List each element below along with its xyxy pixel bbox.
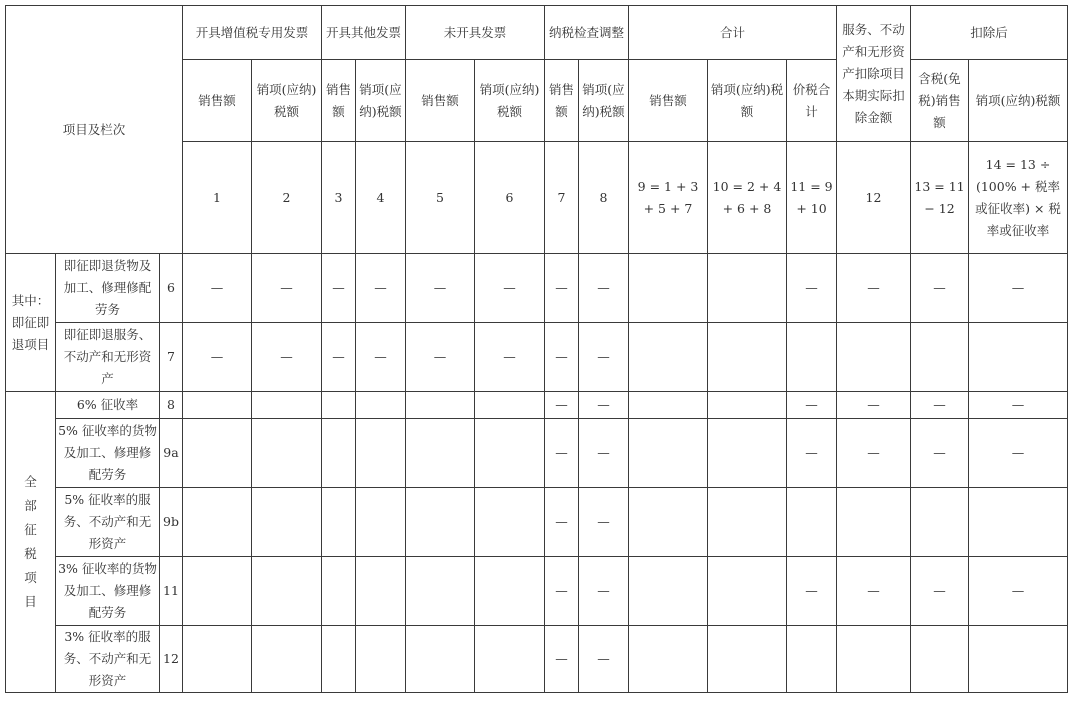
inspection-header: 纳税检查调整 xyxy=(545,6,629,60)
colnum-6: 6 xyxy=(475,142,545,254)
row-line-number: 12 xyxy=(160,626,183,693)
sub-incl-tax-sales: 含税(免税)销售额 xyxy=(911,60,969,142)
input-cell[interactable] xyxy=(475,419,545,488)
dash-cell: — xyxy=(356,254,406,323)
row-line-number: 9b xyxy=(160,488,183,557)
sub-tax-after: 销项(应纳)税额 xyxy=(969,60,1068,142)
dash-cell: — xyxy=(579,626,629,693)
after-deduction-header: 扣除后 xyxy=(911,6,1068,60)
dash-cell: — xyxy=(787,557,837,626)
dash-cell: — xyxy=(579,392,629,419)
input-cell[interactable] xyxy=(911,626,969,693)
row-label: 即征即退货物及加工、修理修配劳务 xyxy=(56,254,160,323)
dash-cell: — xyxy=(911,419,969,488)
dash-cell: — xyxy=(969,419,1068,488)
input-cell[interactable] xyxy=(252,557,322,626)
input-cell[interactable] xyxy=(708,488,787,557)
dash-cell: — xyxy=(787,419,837,488)
colnum-4: 4 xyxy=(356,142,406,254)
input-cell[interactable] xyxy=(708,392,787,419)
sub-sales: 销售额 xyxy=(406,60,475,142)
input-cell[interactable] xyxy=(708,557,787,626)
special-invoice-header: 开具增值税专用发票 xyxy=(183,6,322,60)
input-cell[interactable] xyxy=(629,254,708,323)
input-cell[interactable] xyxy=(356,419,406,488)
sub-price-tax-total: 价税合计 xyxy=(787,60,837,142)
item-label-header: 项目及栏次 xyxy=(6,6,183,254)
sub-sales-v: 销售额 xyxy=(322,60,356,142)
input-cell[interactable] xyxy=(837,626,911,693)
sub-tax-v: 销项(应纳)税额 xyxy=(356,60,406,142)
dash-cell: — xyxy=(183,254,252,323)
input-cell[interactable] xyxy=(629,392,708,419)
sub-tax: 销项(应纳)税额 xyxy=(475,60,545,142)
dash-cell: — xyxy=(579,419,629,488)
input-cell[interactable] xyxy=(406,419,475,488)
total-header: 合计 xyxy=(629,6,837,60)
tax-table xyxy=(5,5,1068,693)
colnum-1: 1 xyxy=(183,142,252,254)
dash-cell: — xyxy=(545,323,579,392)
colnum-9: 9 = 1 + 3 + 5 + 7 xyxy=(629,142,708,254)
dash-cell: — xyxy=(252,254,322,323)
input-cell[interactable] xyxy=(356,488,406,557)
input-cell[interactable] xyxy=(911,323,969,392)
input-cell[interactable] xyxy=(322,557,356,626)
input-cell[interactable] xyxy=(183,557,252,626)
row-line-number: 8 xyxy=(160,392,183,419)
colnum-5: 5 xyxy=(406,142,475,254)
row-line-number: 9a xyxy=(160,419,183,488)
dash-cell: — xyxy=(545,626,579,693)
dash-cell: — xyxy=(475,254,545,323)
input-cell[interactable] xyxy=(837,323,911,392)
input-cell[interactable] xyxy=(322,392,356,419)
dash-cell: — xyxy=(579,488,629,557)
input-cell[interactable] xyxy=(356,392,406,419)
row-label: 即征即退服务、不动产和无形资产 xyxy=(56,323,160,392)
colnum-13: 13 = 11 − 12 xyxy=(911,142,969,254)
input-cell[interactable] xyxy=(629,488,708,557)
input-cell[interactable] xyxy=(629,557,708,626)
no-invoice-header: 未开具发票 xyxy=(406,6,545,60)
dash-cell: — xyxy=(837,254,911,323)
row-label: 6% 征收率 xyxy=(56,392,160,419)
input-cell[interactable] xyxy=(629,626,708,693)
dash-cell: — xyxy=(579,323,629,392)
input-cell[interactable] xyxy=(708,419,787,488)
dash-cell: — xyxy=(545,254,579,323)
row-label: 3% 征收率的服务、不动产和无形资产 xyxy=(56,626,160,693)
input-cell[interactable] xyxy=(475,557,545,626)
dash-cell: — xyxy=(787,392,837,419)
input-cell[interactable] xyxy=(969,488,1068,557)
input-cell[interactable] xyxy=(183,626,252,693)
input-cell[interactable] xyxy=(475,488,545,557)
input-cell[interactable] xyxy=(252,392,322,419)
sub-tax-v: 销项(应纳)税额 xyxy=(579,60,629,142)
dash-cell: — xyxy=(579,557,629,626)
row-line-number: 6 xyxy=(160,254,183,323)
group-instant-refund: 其中：即征即退项目 xyxy=(6,254,56,392)
dash-cell: — xyxy=(545,557,579,626)
row-label: 5% 征收率的货物及加工、修理修配劳务 xyxy=(56,419,160,488)
input-cell[interactable] xyxy=(969,323,1068,392)
dash-cell: — xyxy=(322,254,356,323)
input-cell[interactable] xyxy=(787,488,837,557)
colnum-7: 7 xyxy=(545,142,579,254)
colnum-14: 14 = 13 ÷ (100% + 税率或征收率) × 税率或征收率 xyxy=(969,142,1068,254)
input-cell[interactable] xyxy=(406,557,475,626)
input-cell[interactable] xyxy=(322,419,356,488)
colnum-10: 10 = 2 + 4 + 6 + 8 xyxy=(708,142,787,254)
dash-cell: — xyxy=(356,323,406,392)
dash-cell: — xyxy=(837,392,911,419)
dash-cell: — xyxy=(545,419,579,488)
colnum-12: 12 xyxy=(837,142,911,254)
dash-cell: — xyxy=(837,419,911,488)
dash-cell: — xyxy=(406,323,475,392)
input-cell[interactable] xyxy=(406,392,475,419)
input-cell[interactable] xyxy=(629,419,708,488)
dash-cell: — xyxy=(911,557,969,626)
colnum-8: 8 xyxy=(579,142,629,254)
input-cell[interactable] xyxy=(406,626,475,693)
dash-cell: — xyxy=(969,557,1068,626)
input-cell[interactable] xyxy=(183,419,252,488)
sub-sales: 销售额 xyxy=(629,60,708,142)
dash-cell: — xyxy=(545,392,579,419)
dash-cell: — xyxy=(787,254,837,323)
dash-cell: — xyxy=(579,254,629,323)
input-cell[interactable] xyxy=(708,254,787,323)
input-cell[interactable] xyxy=(183,392,252,419)
row-line-number: 7 xyxy=(160,323,183,392)
dash-cell: — xyxy=(969,392,1068,419)
group-all-levy-label: 全部征税项目 xyxy=(24,474,37,609)
input-cell[interactable] xyxy=(787,626,837,693)
row-line-number: 11 xyxy=(160,557,183,626)
sub-tax: 销项(应纳)税额 xyxy=(708,60,787,142)
dash-cell: — xyxy=(252,323,322,392)
input-cell[interactable] xyxy=(322,626,356,693)
dash-cell: — xyxy=(911,254,969,323)
input-cell[interactable] xyxy=(406,488,475,557)
input-cell[interactable] xyxy=(252,419,322,488)
deduction-items-header: 服务、不动产和无形资产扣除项目本期实际扣除金额 xyxy=(837,6,911,142)
dash-cell: — xyxy=(911,392,969,419)
sub-tax: 销项(应纳)税额 xyxy=(252,60,322,142)
input-cell[interactable] xyxy=(183,488,252,557)
colnum-3: 3 xyxy=(322,142,356,254)
input-cell[interactable] xyxy=(252,626,322,693)
sub-sales: 销售额 xyxy=(183,60,252,142)
input-cell[interactable] xyxy=(911,488,969,557)
dash-cell: — xyxy=(475,323,545,392)
row-label: 5% 征收率的服务、不动产和无形资产 xyxy=(56,488,160,557)
dash-cell: — xyxy=(406,254,475,323)
input-cell[interactable] xyxy=(475,626,545,693)
dash-cell: — xyxy=(969,254,1068,323)
colnum-2: 2 xyxy=(252,142,322,254)
group-all-levy xyxy=(6,392,56,693)
input-cell[interactable] xyxy=(969,626,1068,693)
dash-cell: — xyxy=(837,557,911,626)
input-cell[interactable] xyxy=(708,323,787,392)
input-cell[interactable] xyxy=(787,323,837,392)
row-label: 3% 征收率的货物及加工、修理修配劳务 xyxy=(56,557,160,626)
dash-cell: — xyxy=(322,323,356,392)
input-cell[interactable] xyxy=(356,557,406,626)
input-cell[interactable] xyxy=(252,488,322,557)
input-cell[interactable] xyxy=(475,392,545,419)
input-cell[interactable] xyxy=(837,488,911,557)
dash-cell: — xyxy=(183,323,252,392)
other-invoice-header: 开具其他发票 xyxy=(322,6,406,60)
input-cell[interactable] xyxy=(629,323,708,392)
dash-cell: — xyxy=(545,488,579,557)
colnum-11: 11 = 9 + 10 xyxy=(787,142,837,254)
input-cell[interactable] xyxy=(356,626,406,693)
sub-sales-v: 销售额 xyxy=(545,60,579,142)
input-cell[interactable] xyxy=(708,626,787,693)
input-cell[interactable] xyxy=(322,488,356,557)
